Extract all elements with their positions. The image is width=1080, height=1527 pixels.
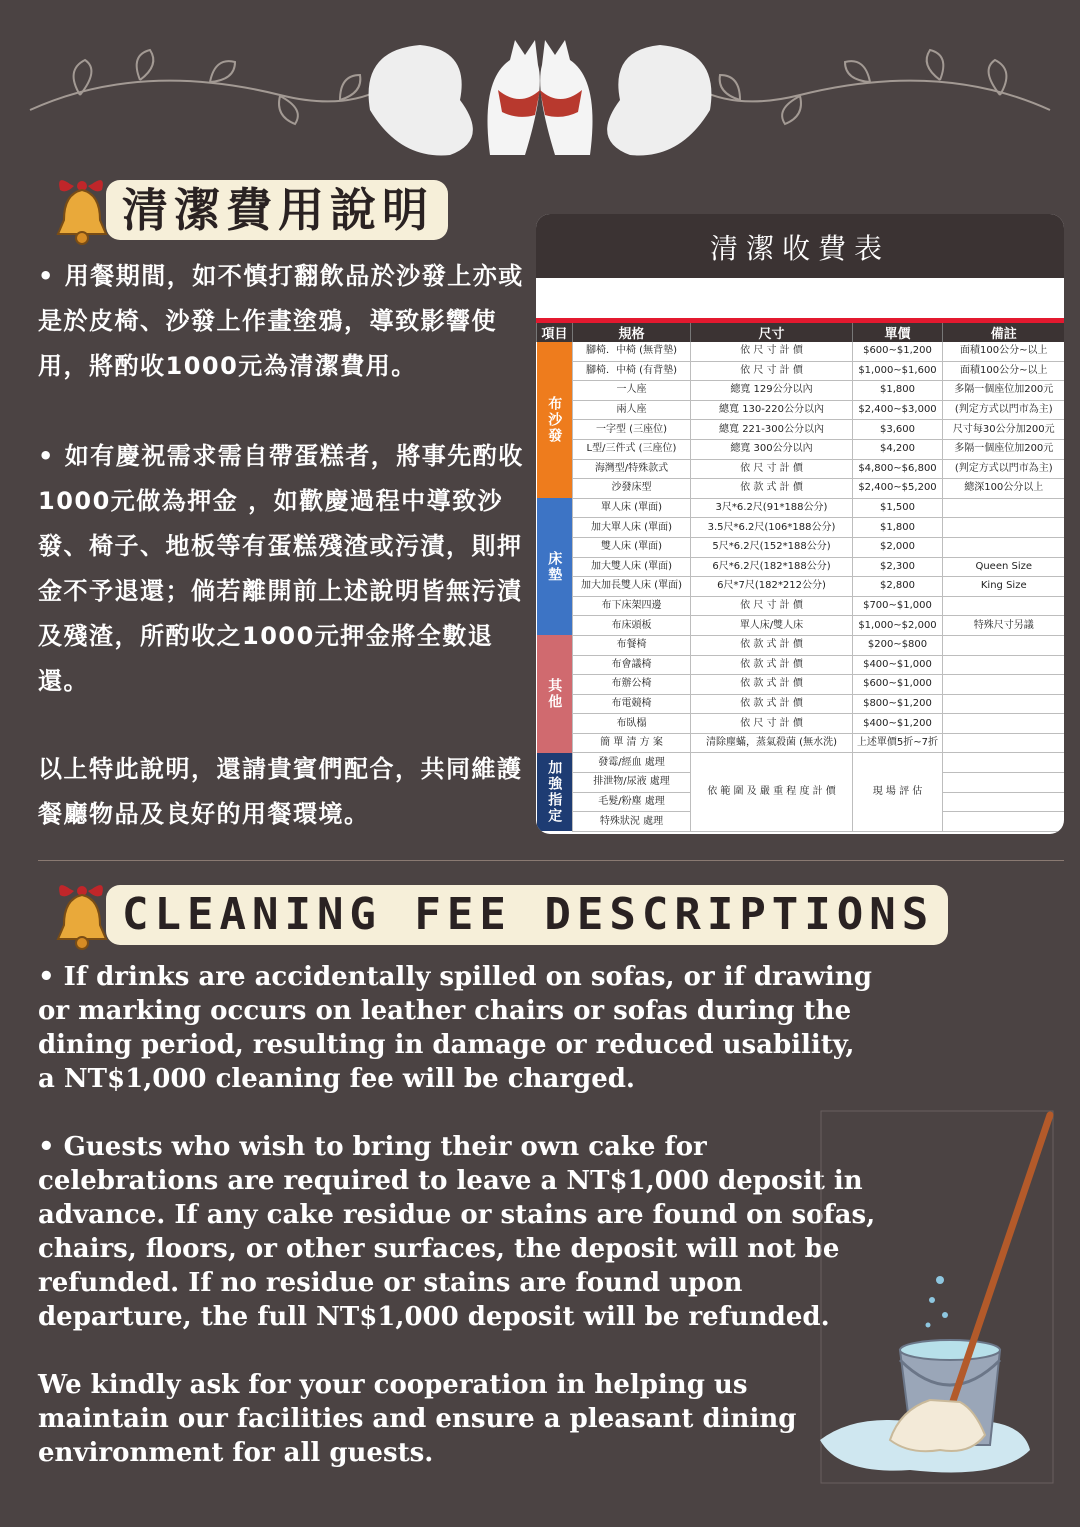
cell-size: 依 尺 寸 計 價 [691,361,853,381]
fee-table-row [537,557,1065,577]
cell-size: 單人床/雙人床 [691,616,853,636]
cell-spec: 發霉/經血 處理 [573,753,691,773]
cell-note [943,675,1065,695]
header-price: 單價 [853,323,943,342]
fee-table-row [537,518,1065,538]
cell-spec: 腳椅．中椅 (無背墊) [573,342,691,361]
cell-size: 6尺*6.2尺(182*188公分) [691,557,853,577]
cell-price: $3,600 [853,420,943,440]
cell-size: 依 尺 寸 計 價 [691,714,853,734]
en-title-text: CLEANING FEE DESCRIPTIONS [106,885,948,945]
cell-spec: 單人床 (單面) [573,498,691,518]
cell-note [943,518,1065,538]
fee-table-title: 清潔收費表 [536,214,1064,278]
fee-table-row [537,577,1065,597]
fee-table-row [537,616,1065,636]
cell-note: 面積100公分~以上 [943,342,1065,361]
cell-price: $400~$1,200 [853,714,943,734]
fee-table-row [537,361,1065,381]
cell-spec: 布電競椅 [573,694,691,714]
cell-spec: 特殊狀況 處理 [573,812,691,832]
en-paragraph-closing: We kindly ask for your cooperation in helping us maintain our facilities and ensure a pleasant dining environment for all guests. [38,1370,797,1468]
cell-size: 總寬 300公分以內 [691,439,853,459]
header-size: 尺寸 [691,323,853,342]
fee-table-row [537,694,1065,714]
cell-note [943,596,1065,616]
header-note: 備註 [943,323,1065,342]
cell-size: 依 尺 寸 計 價 [691,596,853,616]
fee-table [536,323,1064,832]
cell-price: $600~$1,000 [853,675,943,695]
fee-table-spacer [536,278,1064,323]
fee-table-row [537,655,1065,675]
cell-note [943,635,1065,655]
cell-note [943,714,1065,734]
cell-size: 依 尺 寸 計 價 [691,342,853,361]
fee-table-row [537,479,1065,499]
cell-spec: 排泄物/尿液 處理 [573,773,691,793]
fee-table-row [537,342,1065,361]
cell-note: 多隔一個座位加200元 [943,439,1065,459]
cell-spec: 兩人座 [573,400,691,420]
fee-table-header-row [537,323,1065,342]
fee-table-row [537,400,1065,420]
cell-size: 3.5尺*6.2尺(106*188公分) [691,518,853,538]
fee-table-row [537,381,1065,401]
cell-size: 依 款 式 計 價 [691,655,853,675]
cell-spec: 簡 單 清 方 案 [573,733,691,753]
cell-note: (判定方式以門市為主) [943,459,1065,479]
fee-table-row [537,596,1065,616]
category-bed: 床墊 [537,498,573,635]
fee-table-row [537,498,1065,518]
cell-spec: 雙人床 (單面) [573,537,691,557]
zh-paragraph-spill: • 用餐期間，如不慎打翻飲品於沙發上亦或是於皮椅、沙發上作畫塗鴉，導致影響使用，將酌收1000元為清潔費用。 [38,262,524,380]
cell-price: $2,800 [853,577,943,597]
cell-spec: 一字型 (三座位) [573,420,691,440]
bell-icon [52,170,114,250]
bell-icon [52,875,114,955]
category-other: 其他 [537,635,573,753]
cell-spec: 沙發床型 [573,479,691,499]
cell-size: 3尺*6.2尺(91*188公分) [691,498,853,518]
cell-note: Queen Size [943,557,1065,577]
cell-note: 尺寸每30公分加200元 [943,420,1065,440]
zh-paragraph-cake: • 如有慶祝需求需自帶蛋糕者，將事先酌收1000元做為押金 ，如歡慶過程中導致沙發、椅子、地板等有蛋糕殘渣或污漬，則押金不予退還；倘若離開前上述說明皆無污漬及殘渣，所酌收之1000元押金將全數退還。 [38,442,524,695]
cell-price: $1,800 [853,381,943,401]
cell-note: 總深100公分以上 [943,479,1065,499]
cell-note [943,812,1065,832]
zh-paragraph-closing: 以上特此說明，還請貴賓們配合，共同維護餐廳物品及良好的用餐環境。 [38,755,523,828]
cell-price: $2,000 [853,537,943,557]
cell-price-merged: 現 場 評 估 [853,753,943,831]
cell-price: $4,800~$6,800 [853,459,943,479]
category-extra: 加強指定 [537,753,573,831]
cell-price: $1,800 [853,518,943,538]
cell-price: $1,500 [853,498,943,518]
fee-table-row [537,635,1065,655]
fee-table-row [537,733,1065,753]
section-divider [38,860,1064,861]
cell-price: 上述單價5折~7折 [853,733,943,753]
cell-price: $1,000~$1,600 [853,361,943,381]
fee-table-row [537,714,1065,734]
fee-table-row [537,675,1065,695]
cell-price: $2,400~$5,200 [853,479,943,499]
cell-price: $1,000~$2,000 [853,616,943,636]
cell-size: 依 款 式 計 價 [691,675,853,695]
cell-size: 依 款 式 計 價 [691,479,853,499]
cell-note [943,498,1065,518]
cell-note: (判定方式以門市為主) [943,400,1065,420]
cell-price: $700~$1,000 [853,596,943,616]
cell-price: $4,200 [853,439,943,459]
en-paragraph-spill: • If drinks are accidentally spilled on sofas, or if drawing or marking occurs on leather chairs or sofas during the dining period, resulting in damage or reduced usability, a NT$1,000 cleaning fee will be charged. [38,962,872,1094]
cell-size: 依 款 式 計 價 [691,635,853,655]
cell-note [943,753,1065,773]
cell-size: 依 款 式 計 價 [691,694,853,714]
cell-note [943,655,1065,675]
cell-price: $600~$1,200 [853,342,943,361]
cell-note [943,773,1065,793]
cell-spec: 加大加長雙人床 (單面) [573,577,691,597]
cell-note: 多隔一個座位加200元 [943,381,1065,401]
cell-spec: 一人座 [573,381,691,401]
en-section-title [52,875,948,955]
category-sofa: 布沙發 [537,342,573,498]
cell-note [943,792,1065,812]
mop-bucket-icon [820,1110,1060,1490]
en-paragraph-cake: • Guests who wish to bring their own cake for celebrations are required to leave a NT$1,000 deposit in advance. If any cake residue or stains are found on sofas, chairs, floors, or other surfaces, the deposit will not be refunded. If no residue or stains are found upon departure, the full NT$1,000 deposit will be refunded. [38,1132,876,1332]
cell-spec: 海灣型/特殊款式 [573,459,691,479]
cell-note: King Size [943,577,1065,597]
cell-spec: 布辦公椅 [573,675,691,695]
fee-table-row [537,459,1065,479]
cell-size: 總寬 129公分以內 [691,381,853,401]
cell-size: 總寬 221-300公分以內 [691,420,853,440]
fox-ornament-icon [20,20,1060,170]
cell-size: 依 尺 寸 計 價 [691,459,853,479]
cell-spec: 毛髮/粉塵 處理 [573,792,691,812]
cell-price: $200~$800 [853,635,943,655]
cell-price: $400~$1,000 [853,655,943,675]
cell-spec: 布床頭板 [573,616,691,636]
cell-note: 面積100公分~以上 [943,361,1065,381]
cell-spec: 布臥榻 [573,714,691,734]
cell-spec: 布會議椅 [573,655,691,675]
fee-table-row [537,537,1065,557]
cell-note [943,537,1065,557]
header-category: 項目 [537,323,573,342]
cell-spec: 布下床架四邊 [573,596,691,616]
cell-price: $2,300 [853,557,943,577]
cell-spec: 加大單人床 (單面) [573,518,691,538]
cell-size-merged: 依 範 圍 及 嚴 重 程 度 計 價 [691,753,853,831]
cell-note [943,733,1065,753]
cell-size: 總寬 130-220公分以內 [691,400,853,420]
cell-size: 5尺*6.2尺(152*188公分) [691,537,853,557]
header-spec: 規格 [573,323,691,342]
cell-spec: L型/三件式 (三座位) [573,439,691,459]
zh-section-title [52,170,448,250]
cell-note [943,694,1065,714]
fee-table-row [537,420,1065,440]
cell-spec: 布餐椅 [573,635,691,655]
cell-note: 特殊尺寸另議 [943,616,1065,636]
fee-table-row [537,439,1065,459]
cell-spec: 腳椅．中椅 (有背墊) [573,361,691,381]
fee-table-card [536,214,1064,834]
zh-title-text: 清潔費用說明 [106,180,448,240]
fee-table-row [537,753,1065,773]
cell-price: $2,400~$3,000 [853,400,943,420]
cell-size: 清除塵蟎，蒸氣殺菌 (無水洗) [691,733,853,753]
cell-price: $800~$1,200 [853,694,943,714]
cell-spec: 加大雙人床 (單面) [573,557,691,577]
cell-size: 6尺*7尺(182*212公分) [691,577,853,597]
